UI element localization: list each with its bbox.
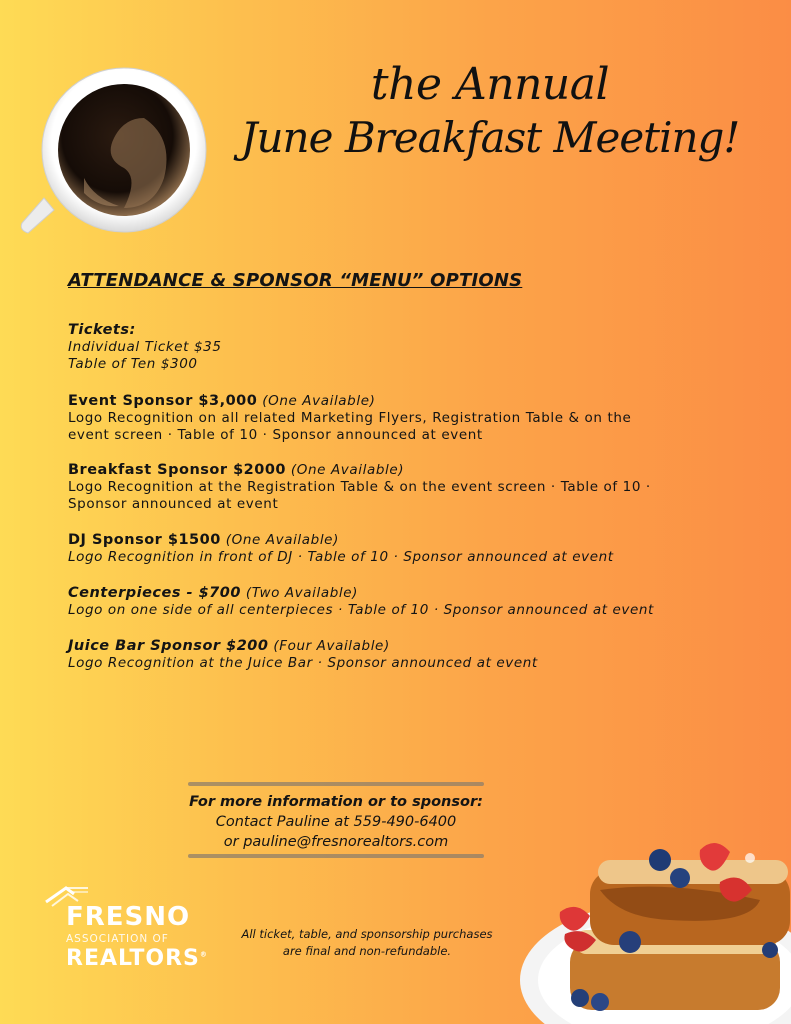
table-ticket: Table of Ten $300 [68,356,198,372]
sponsor-description: Logo on one side of all centerpieces · Table of 10 · Sponsor announced at event [68,602,654,618]
disclaimer-line-1: All ticket, table, and sponsorship purchases [241,927,493,941]
sponsor-name: DJ Sponsor $1500 [68,532,221,548]
logo-association: ASSOCIATION OF [66,933,169,945]
juice-bar-section [68,638,748,672]
sponsor-availability: (One Available) [225,532,339,548]
contact-phone[interactable]: Contact Pauline at 559-490-6400 [215,814,457,830]
french-toast-image [520,830,791,1024]
registered-mark: ® [199,950,208,959]
title-line-1: the Annual [370,59,610,110]
sponsor-name: Centerpieces - $700 [68,585,241,601]
contact-box [188,784,484,856]
tickets-label: Tickets: [68,322,136,338]
sponsor-description: Logo Recognition in front of DJ · Table of 10 · Sponsor announced at event [68,549,614,565]
sponsor-description: event screen · Table of 10 · Sponsor announced at event [68,427,483,443]
sponsor-availability: (Four Available) [273,638,390,654]
event-title [200,59,780,163]
sponsor-availability: (One Available) [262,393,376,409]
sponsor-description: Sponsor announced at event [68,496,279,512]
contact-email[interactable]: or pauline@fresnorealtors.com [223,834,449,850]
sponsor-availability: (Two Available) [245,585,359,601]
title-line-2: June Breakfast Meeting! [240,113,740,163]
sponsor-description: Logo Recognition at the Registration Table & on the event screen · Table of 10 · [68,479,651,495]
fresno-realtors-logo [44,884,214,974]
dj-sponsor-section [68,532,748,566]
centerpieces-section [68,585,748,619]
logo-fresno: FRESNO [66,902,191,932]
logo-realtors-text: REALTORS [66,946,200,971]
options-heading: ATTENDANCE & SPONSOR “MENU” OPTIONS [68,270,523,291]
sponsor-description: Logo Recognition on all related Marketing Flyers, Registration Table & on the [68,410,632,426]
sponsor-name: Event Sponsor $3,000 [68,393,258,409]
contact-intro: For more information or to sponsor: [189,794,483,810]
breakfast-sponsor-section [68,462,748,513]
sponsor-name: Juice Bar Sponsor $200 [68,638,269,654]
logo-realtors [66,946,208,971]
divider [188,854,484,858]
disclaimer-line-2: are final and non-refundable. [282,944,452,958]
coffee-cup-image [14,58,214,248]
sponsor-name: Breakfast Sponsor $2000 [68,462,287,478]
sponsor-availability: (One Available) [290,462,405,478]
divider [188,782,484,786]
sponsor-description: Logo Recognition at the Juice Bar · Sponsor announced at event [68,655,538,671]
tickets-section [68,322,748,373]
refund-disclaimer [222,926,512,960]
individual-ticket: Individual Ticket $35 [68,339,222,355]
event-sponsor-section [68,393,748,444]
